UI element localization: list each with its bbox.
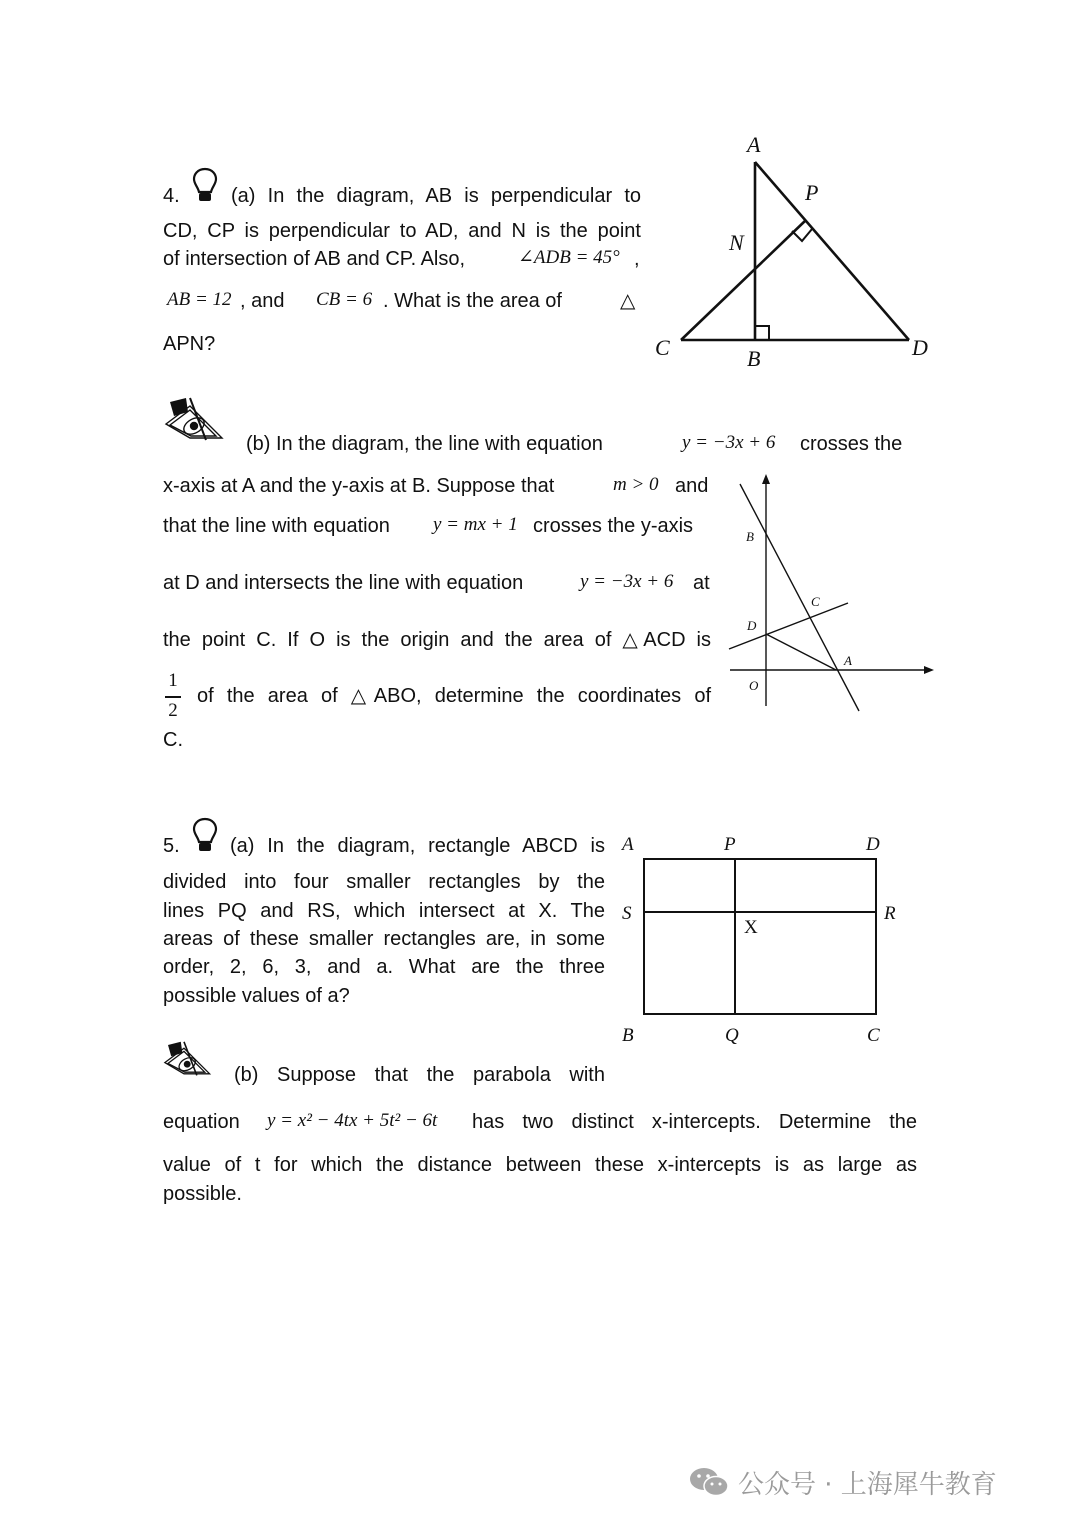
label-x: X <box>744 917 758 938</box>
angle-condition: ∠ADB = 45° <box>518 247 620 268</box>
eq-line-1: y = −3x + 6 <box>682 432 776 453</box>
pencil-eye-icon <box>160 1038 216 1084</box>
problem-number: 5. <box>163 835 180 857</box>
ab-length: AB = 12 <box>167 289 232 310</box>
label-o: O <box>749 678 759 693</box>
pencil-eye-icon <box>160 394 230 450</box>
label-b: B <box>747 346 761 371</box>
label-c: C <box>655 335 670 360</box>
label-r: R <box>884 903 896 924</box>
and-text: , and <box>240 290 285 312</box>
ask-text: . What is the area of <box>383 290 562 312</box>
eq-line-3: y = −3x + 6 <box>580 571 674 592</box>
fraction-numerator: 1 <box>168 670 178 691</box>
parabola-equation: y = x² − 4tx + 5t² − 6t <box>267 1110 438 1131</box>
fraction-denominator: 2 <box>168 700 178 721</box>
label-d: D <box>866 834 880 855</box>
watermark-text: 公众号 · 上海犀牛教育 <box>738 1469 997 1500</box>
p4b-line2b: and <box>675 475 709 497</box>
line-ab <box>740 484 859 711</box>
cb-length: CB = 6 <box>316 289 373 310</box>
label-p: P <box>805 180 819 205</box>
label-a: A <box>747 132 761 157</box>
y-axis-arrow <box>762 474 770 484</box>
p4b-line3a: that the line with equation <box>163 515 390 537</box>
p5a-line1: (a) In the diagram, rectangle ABCD is <box>230 835 605 857</box>
p5a-line2: divided into four smaller rectangles by the <box>163 871 605 893</box>
p5a-line5: order, 2, 6, 3, and a. What are the three <box>163 956 605 978</box>
p5a-line3: lines PQ and RS, which intersect at X. The <box>163 900 605 922</box>
right-angle-b <box>755 326 769 340</box>
lightbulb-icon <box>190 816 220 854</box>
p4a-line2: CD, CP is perpendicular to AD, and N is the point <box>163 220 641 242</box>
p4b-line1a: (b) In the diagram, the line with equation <box>246 433 603 455</box>
triangle-diagram <box>645 128 945 378</box>
label-a: A <box>844 653 852 668</box>
label-b: B <box>622 1025 634 1046</box>
wechat-icon <box>688 1465 730 1499</box>
p4a-line5: APN? <box>163 333 216 355</box>
label-c: C <box>811 594 820 609</box>
rectangle-diagram <box>612 826 912 1054</box>
x-axis-arrow <box>924 666 934 674</box>
watermark <box>688 1462 997 1502</box>
label-c: C <box>867 1025 880 1046</box>
p4b-line2a: x-axis at A and the y-axis at B. Suppose that <box>163 475 555 497</box>
fraction-bar <box>165 696 181 698</box>
coordinate-diagram <box>720 470 940 720</box>
label-s: S <box>622 903 632 924</box>
p5b-line1: (b) Suppose that the parabola with <box>234 1064 605 1086</box>
p4b-line4b: at <box>693 572 710 594</box>
eq-line-2: y = mx + 1 <box>433 514 518 535</box>
p4a-line1: (a) In the diagram, AB is perpendicular to <box>231 185 641 207</box>
p5b-line2b: has two distinct x-intercepts. Determine the <box>472 1111 917 1133</box>
p5a-line6: possible values of a? <box>163 985 350 1007</box>
label-d: D <box>747 618 757 633</box>
problem-number: 4. <box>163 185 180 207</box>
p4b-line3b: crosses the y-axis <box>533 515 694 537</box>
label-q: Q <box>725 1025 739 1046</box>
label-n: N <box>729 230 744 255</box>
p4b-line7: C. <box>163 729 183 751</box>
m-condition: m > 0 <box>613 474 659 495</box>
p5b-line2a: equation <box>163 1111 240 1133</box>
p4b-line5: the point C. If O is the origin and the area of △ACD is <box>163 629 711 651</box>
comma: , <box>634 248 640 270</box>
triangle-symbol: △ <box>620 290 636 312</box>
label-b: B <box>746 529 754 544</box>
label-a: A <box>622 834 634 855</box>
rectangle-abcd <box>644 859 876 1014</box>
label-p: P <box>724 834 736 855</box>
p4b-line4a: at D and intersects the line with equation <box>163 572 524 594</box>
p5b-line4: possible. <box>163 1183 242 1205</box>
p4b-line1b: crosses the <box>800 433 903 455</box>
p4a-line3: of intersection of AB and CP. Also, <box>163 248 466 270</box>
label-d: D <box>912 335 928 360</box>
lightbulb-icon <box>190 166 220 204</box>
segment-da <box>766 634 836 670</box>
p5a-line4: areas of these smaller rectangles are, in some <box>163 928 605 950</box>
p5b-line3: value of t for which the distance between these x-intercepts is as large as <box>163 1154 917 1176</box>
segment-ad <box>755 162 909 340</box>
p4b-line6: of the area of △ABO, determine the coordinates of <box>197 685 711 707</box>
